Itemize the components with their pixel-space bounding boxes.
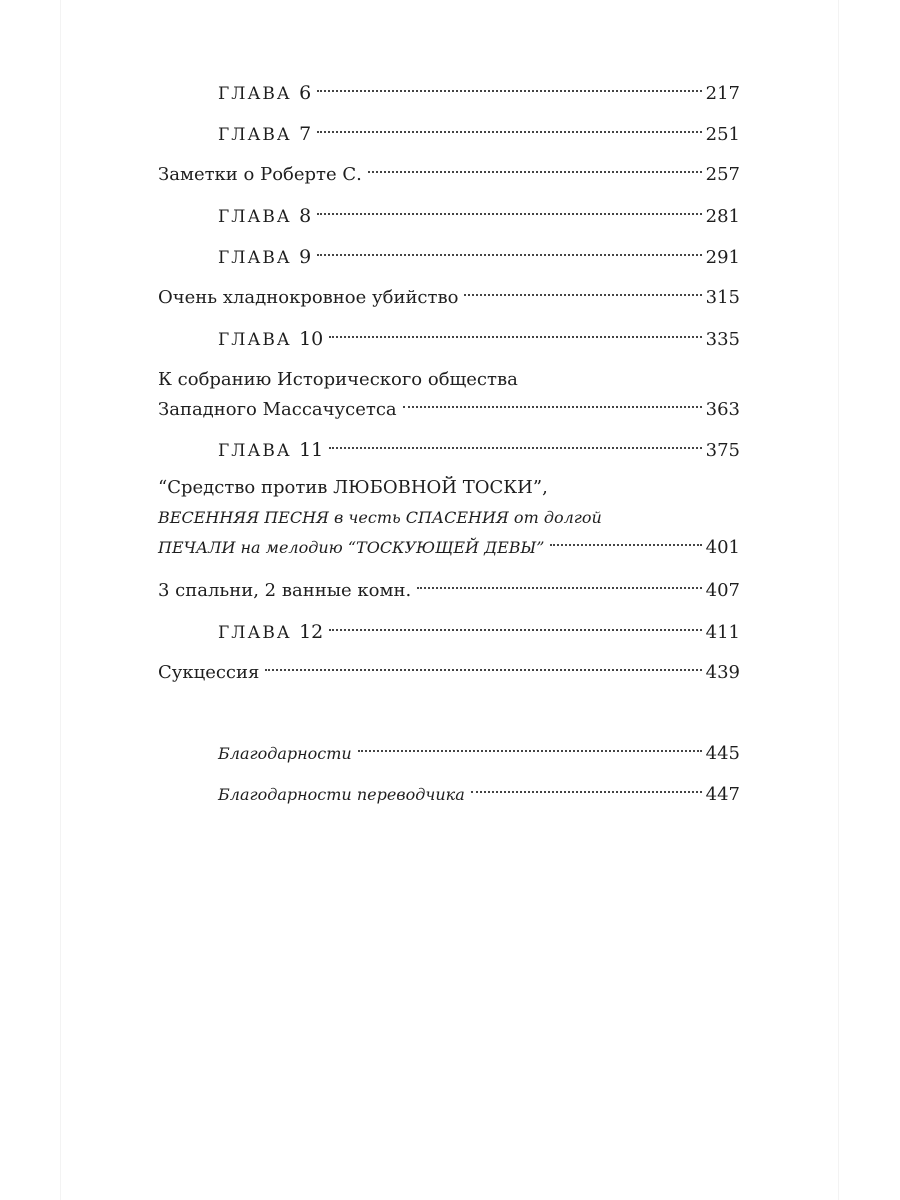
- toc-entry-translator-acknowledgements[interactable]: [158, 780, 740, 810]
- toc-entry-notes-robert[interactable]: [158, 160, 740, 190]
- toc-entry-succession[interactable]: [158, 658, 740, 688]
- toc-page-number: 315: [705, 287, 740, 308]
- toc-entry-first-line: К собранию Исторического общества: [158, 369, 518, 390]
- toc-page-number: 281: [705, 206, 740, 227]
- toc-page-number: 445: [705, 743, 740, 764]
- toc-page-number: 257: [705, 164, 740, 185]
- dot-leader: [550, 544, 701, 546]
- toc-page-number: 375: [705, 440, 740, 461]
- toc-page-number: 335: [705, 329, 740, 350]
- toc-entry-chapter-10[interactable]: [158, 324, 740, 354]
- toc-entry-label: Благодарности: [218, 744, 352, 763]
- toc-page-number: 217: [705, 83, 740, 104]
- toc-page-number: 291: [705, 247, 740, 268]
- toc-entry-three-bedrooms[interactable]: [158, 576, 740, 606]
- toc-entry-label: Заметки о Роберте С.: [158, 164, 362, 185]
- dot-leader: [317, 90, 701, 92]
- toc-entry-label: ГЛАВА 8: [218, 205, 312, 227]
- toc-entry-label: Благодарности переводчика: [218, 785, 465, 804]
- dot-leader: [329, 336, 701, 338]
- toc-entry-label: Западного Массачусетса: [158, 399, 397, 420]
- toc-entry-label: Очень хладнокровное убийство: [158, 287, 459, 308]
- dot-leader: [329, 447, 701, 449]
- toc-entry-chapter-6[interactable]: [158, 78, 740, 108]
- dot-leader: [368, 171, 702, 173]
- toc-page-number: 251: [705, 124, 740, 145]
- dot-leader: [317, 254, 701, 256]
- dot-leader: [317, 131, 701, 133]
- dot-leader: [471, 791, 702, 793]
- toc-entry-historical-society[interactable]: [158, 365, 740, 425]
- dot-leader: [464, 294, 701, 296]
- dot-leader: [417, 587, 701, 589]
- toc-entry-second-line: ВЕСЕННЯЯ ПЕСНЯ в честь СПАСЕНИЯ от долгой: [158, 508, 602, 527]
- toc-entry-cold-blooded-murder[interactable]: [158, 283, 740, 313]
- toc-entry-label: ГЛАВА 11: [218, 439, 324, 461]
- toc-page-number: 439: [705, 662, 740, 683]
- toc-entry-chapter-11[interactable]: [158, 435, 740, 465]
- toc-entry-chapter-8[interactable]: [158, 201, 740, 231]
- toc-page-number: 411: [705, 622, 740, 643]
- toc-page-number: 407: [705, 580, 740, 601]
- toc-entry-chapter-7[interactable]: [158, 119, 740, 149]
- dot-leader: [265, 669, 701, 671]
- toc-entry-chapter-12[interactable]: [158, 617, 740, 647]
- dot-leader: [329, 629, 701, 631]
- toc-entry-label: ГЛАВА 6: [218, 82, 312, 104]
- toc-entry-chapter-9[interactable]: [158, 242, 740, 272]
- toc-entry-first-line: “Средство против ЛЮБОВНОЙ ТОСКИ”,: [158, 477, 548, 498]
- toc-entry-label: ПЕЧАЛИ на мелодию “ТОСКУЮЩЕЙ ДЕВЫ”: [158, 538, 545, 557]
- toc-entry-label: Сукцессия: [158, 662, 260, 683]
- dot-leader: [358, 750, 702, 752]
- toc-entry-label: ГЛАВА 12: [218, 621, 324, 643]
- toc-page-number: 363: [705, 399, 740, 420]
- toc-page-number: 447: [705, 784, 740, 805]
- toc-page-number: 401: [705, 537, 740, 558]
- toc-entry-label: ГЛАВА 9: [218, 246, 312, 268]
- dot-leader: [403, 406, 702, 408]
- toc-entry-lovesickness-remedy[interactable]: [158, 473, 740, 563]
- toc-entry-acknowledgements[interactable]: [158, 739, 740, 769]
- dot-leader: [317, 213, 701, 215]
- toc-entry-label: ГЛАВА 7: [218, 123, 312, 145]
- toc-entry-label: ГЛАВА 10: [218, 328, 324, 350]
- toc-entry-label: 3 спальни, 2 ванные комн.: [158, 580, 412, 601]
